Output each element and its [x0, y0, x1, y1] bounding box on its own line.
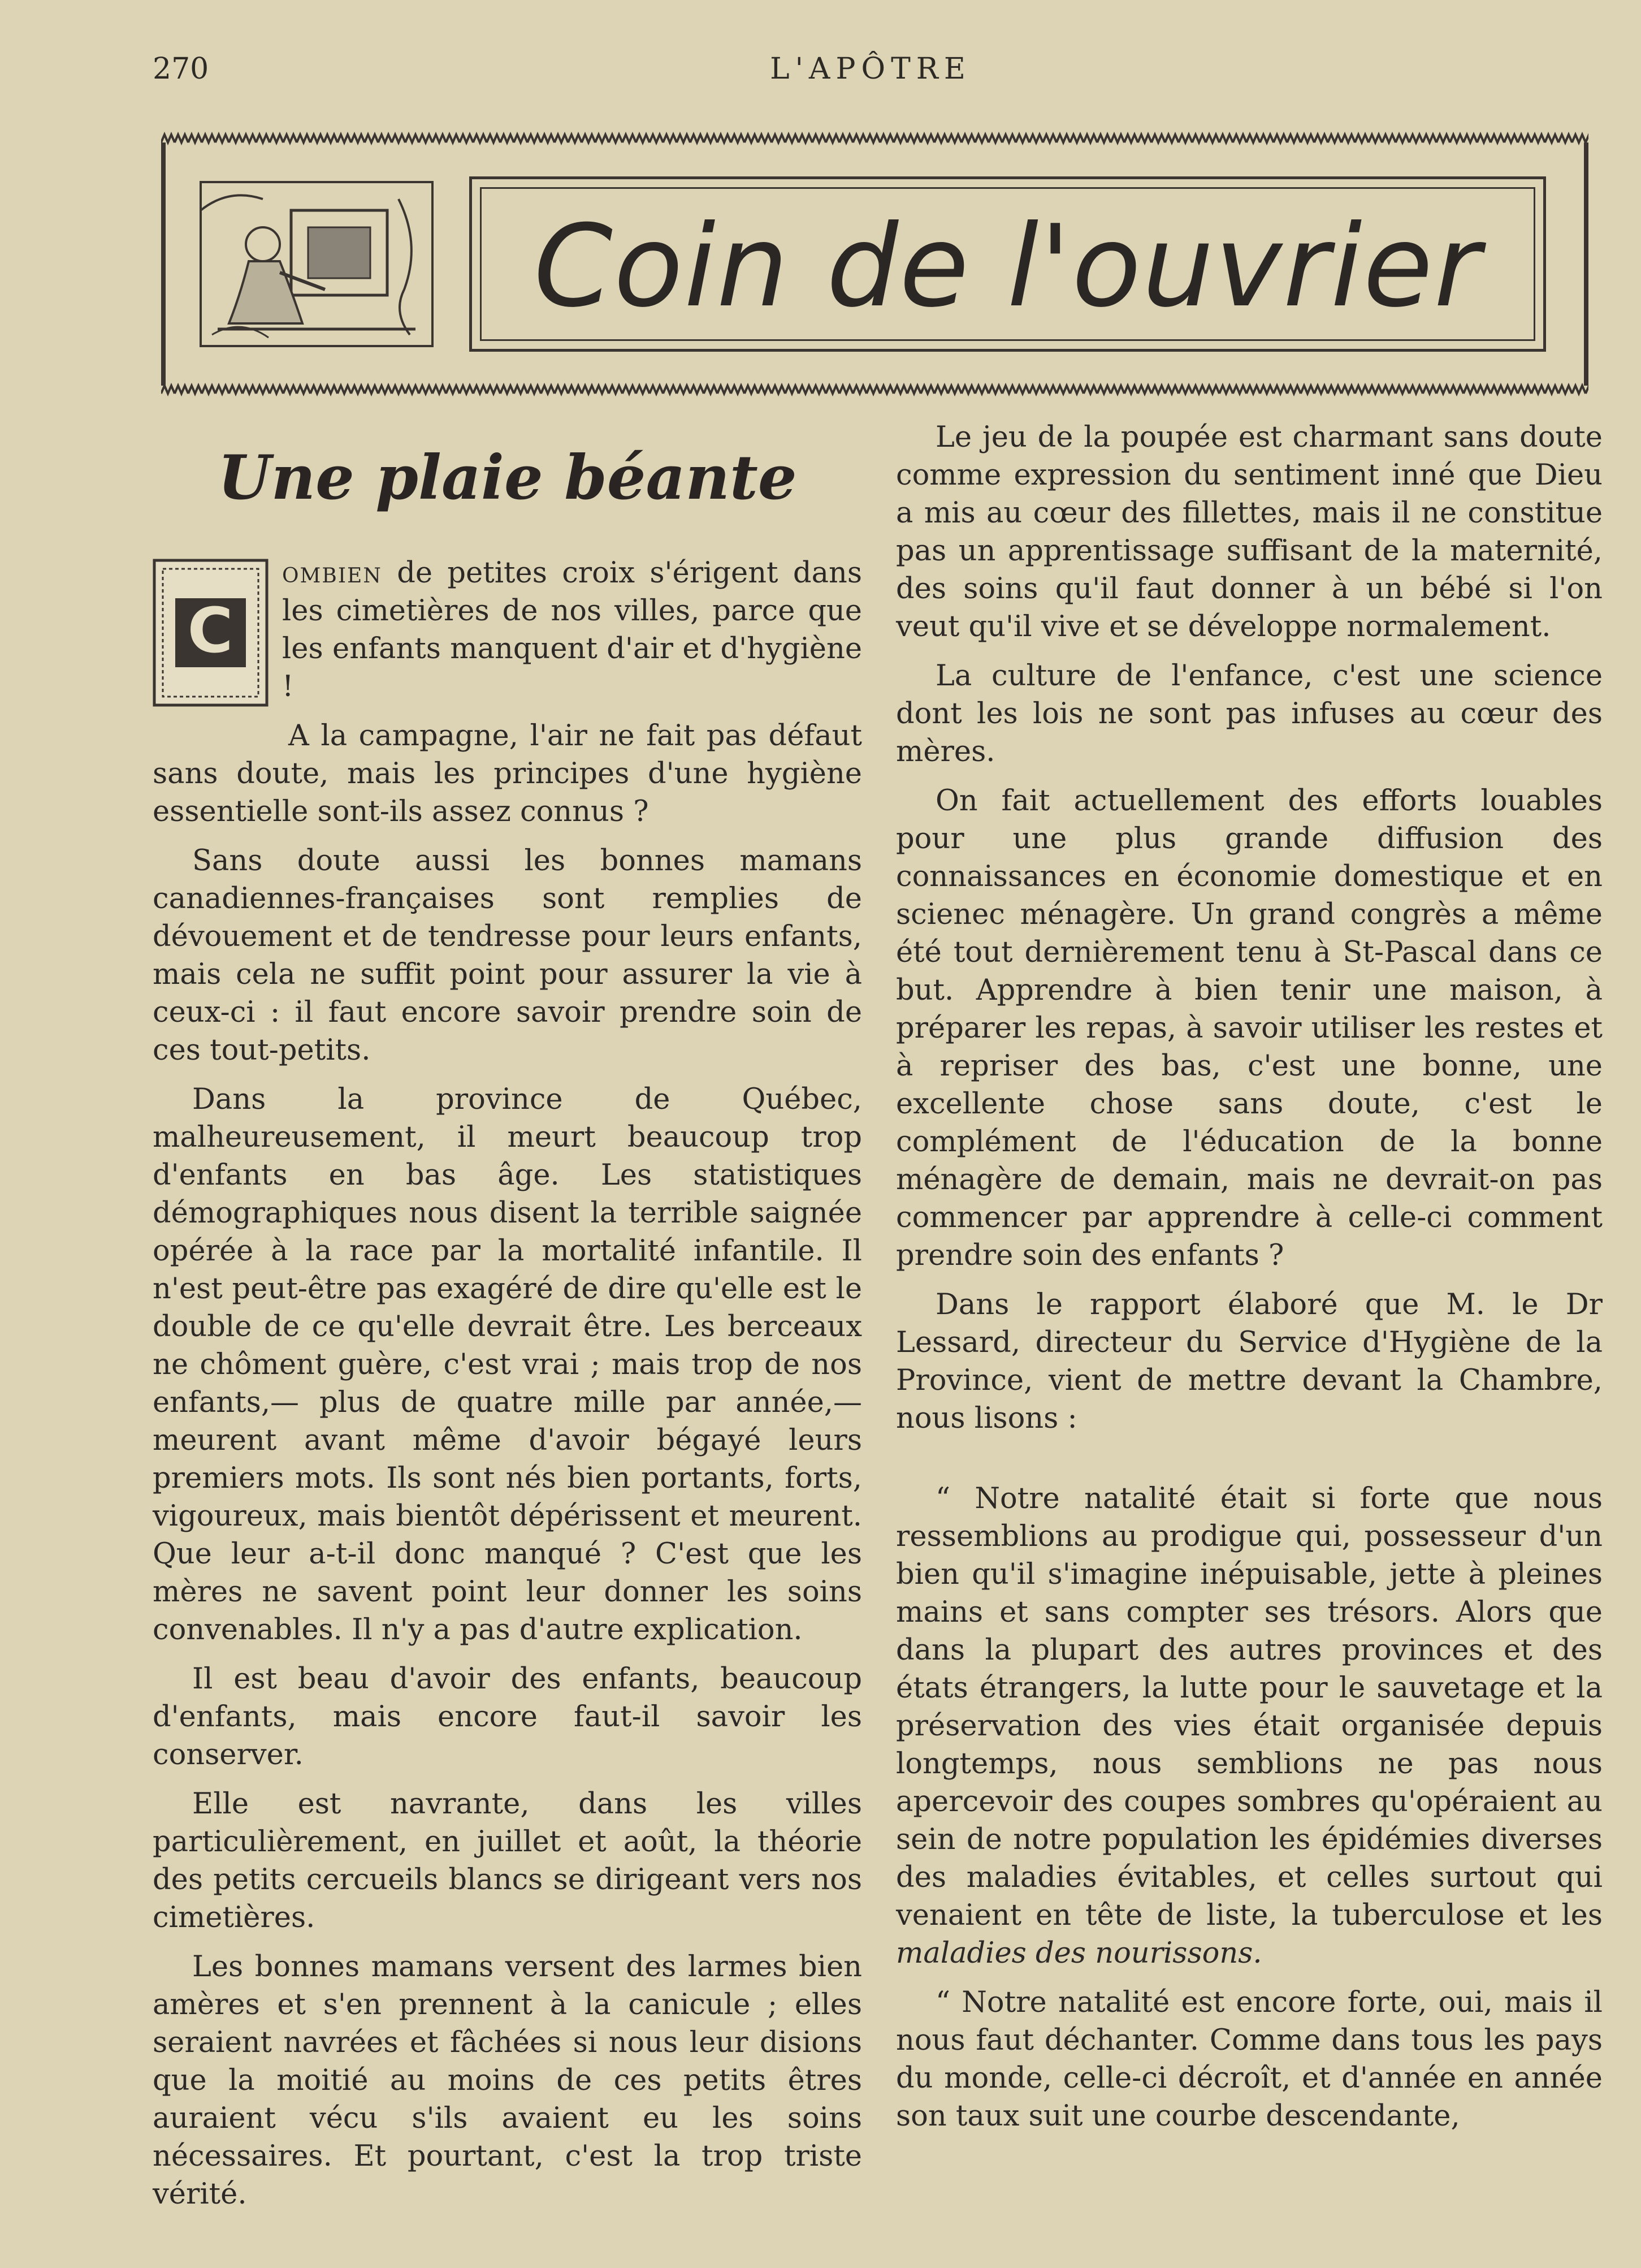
quote-paragraph-1-text: “ Notre natalité était si forte que nous ressemblions au prodigue qui, possesseur d'un bien qu'il s'imagine inépuisable, jette à pleines mains et sans compter ses trésors. Alors que dans la plupart des autres provinces et des états étrangers, la lutte pour le sauvetage et la préservation des vies était organisée depuis longtemps, nous semblions ne pas nous apercevoir des coupes sombres qu'opéraient au sein de notre population les épidémies diverses des maladies évitables, et celles surtout qui venaient en tête de liste, la tuberculose et les	[896, 1482, 1603, 1932]
banner-right-border	[1584, 142, 1588, 386]
banner-left-border	[161, 142, 166, 386]
first-word: ombien	[282, 556, 382, 590]
left-paragraph-6: Elle est navrante, dans les villes particulièrement, en juillet et août, la théorie des petits cercueils blancs se dirigeant vers nos cimetières.	[153, 1787, 862, 1934]
right-paragraph-2: La culture de l'enfance, c'est une science dont les lois ne sont pas infuses au cœur des mères.	[896, 659, 1603, 768]
quote-spacer	[896, 1449, 1603, 1480]
left-paragraph-3: Sans doute aussi les bonnes mamans canadiennes-françaises sont remplies de dévouement et de tendresse pour leurs enfants, mais cela ne suffit point pour assurer la vie à ceux-ci : il faut encore savoir prendre soin de ces tout-petits.	[153, 844, 862, 1067]
article-title: Une plaie béante	[218, 442, 797, 513]
quote-paragraph-2: “ Notre natalité est encore forte, oui, mais il nous faut déchanter. Comme dans tous les pays du monde, celle-ci décroît, et d'année en année son taux suit une courbe descendante,	[896, 1986, 1603, 2133]
zigzag-border-bottom-icon	[161, 382, 1588, 397]
right-paragraph-3: On fait actuellement des efforts louables pour une plus grande diffusion des connaissances en économie domestique et en scienec ménagère. Un grand congrès a même été tout dernièrement tenu à St-Pascal dans ce but. Apprendre à bien tenir une maison, à préparer les repas, à savoir utiliser les restes et à repriser des bas, c'est une bonne, une excellente chose sans doute, c'est le complément de l'éducation de la bonne ménagère de demain, mais ne devrait-on pas commencer par apprendre à celle-ci comment prendre soin des enfants ?	[896, 784, 1603, 1272]
page-header	[153, 52, 1588, 92]
left-paragraph-4: Dans la province de Québec, malheureusement, il meurt beaucoup trop d'enfants en bas âge. Les statistiques démographiques nous disent la terrible saignée opérée à la race par la mortalité infantile. Il n'est peut-être pas exagéré de dire qu'elle est le double de ce qu'elle devrait être. Les berceaux ne chôment guère, c'est vrai ; mais trop de nos enfants,— plus de quatre mille par année,— meurent avant même d'avoir bégayé leurs premiers mots. Ils sont nés bien portants, forts, vigoureux, mais bientôt dépérissent et meurent. Que leur a-t-il donc manqué ? C'est que les mères ne savent point leur donner les soins convenables. Il n'y a pas d'autre explication.	[153, 1083, 862, 1647]
column-title: Coin de l'ouvrier	[534, 201, 1482, 332]
dropcap-letter: C	[187, 594, 233, 667]
zigzag-border-top-icon	[161, 131, 1588, 146]
right-paragraph-4: Dans le rapport élaboré que M. le Dr Lessard, directeur du Service d'Hygiène de la Province, vient de mettre devant la Chambre, nous lisons :	[896, 1288, 1603, 1435]
left-paragraph-2: A la campagne, l'air ne fait pas défaut sans doute, mais les principes d'une hygiène essentielle sont-ils assez connus ?	[153, 719, 862, 828]
left-paragraph-5: Il est beau d'avoir des enfants, beaucoup d'enfants, mais encore faut-il savoir les conserver.	[153, 1662, 862, 1772]
right-column	[896, 418, 1603, 2146]
left-paragraph-1-text: de petites croix s'érigent dans les cimetières de nos villes, parce que les enfants manquent d'air et d'hygiène !	[282, 556, 862, 703]
worker-engraving-icon	[195, 176, 438, 352]
title-frame	[469, 176, 1546, 352]
section-banner	[161, 131, 1588, 397]
decorative-initial-icon	[153, 559, 269, 707]
left-column	[153, 418, 862, 2224]
right-paragraph-1: Le jeu de la poupée est charmant sans doute comme expression du sentiment inné que Dieu a mis au cœur des fillettes, mais il ne constitue pas un apprentissage suffisant de la maternité, des soins qu'il faut donner à un bébé si l'on veut qu'il vive et se développe normalement.	[896, 421, 1603, 643]
first-paragraph	[153, 554, 862, 706]
left-paragraph-7: Les bonnes mamans versent des larmes bien amères et s'en prennent à la canicule ; elles seraient navrées et fâchées si nous leur disions que la moitié au moins de ces petits êtres auraient vécu s'ils avaient eu les soins nécessaires. Et pourtant, c'est la trop triste vérité.	[153, 1950, 862, 2211]
quote-paragraph-1	[896, 1480, 1603, 1972]
page-number: 270	[153, 52, 209, 86]
quote-emphasis: maladies des nourissons.	[896, 1937, 1262, 1970]
running-title: L'APÔTRE	[770, 52, 971, 86]
